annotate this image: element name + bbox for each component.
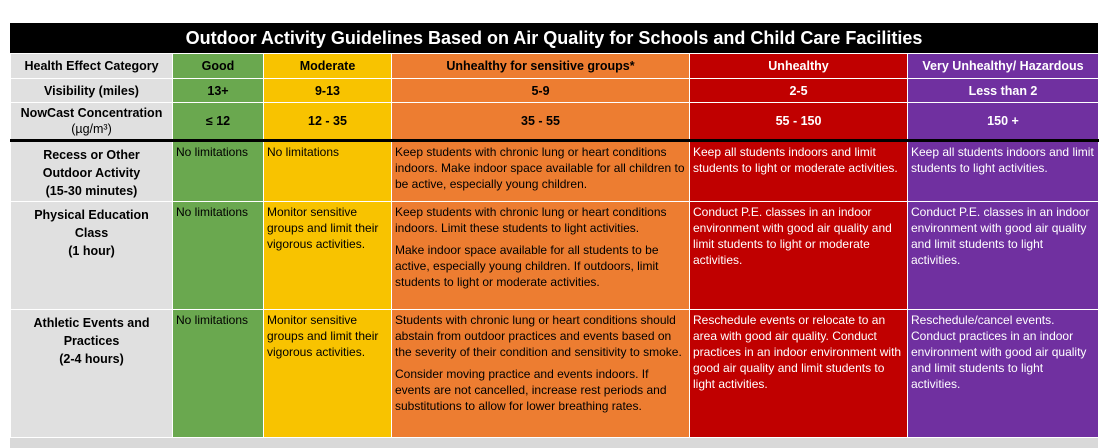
athletic-good: No limitations [173,310,264,438]
recess-usg-paragraph: Keep students with chronic lung or heart conditions indoors. Make indoor space available for all children to be active, especially young children. [395,145,685,191]
category-usg: Unhealthy for sensitive groups* [392,54,690,79]
nowcast-label-line1: NowCast Concentration [20,106,163,120]
pe-unhealthy: Conduct P.E. classes in an indoor environment with good air quality and limit students to light or moderate activities. [690,202,908,310]
activity-label-recess [11,141,173,202]
visibility-good: 13+ [173,79,264,103]
activity-label-line: (1 hour) [68,244,115,258]
category-good: Good [173,54,264,79]
activity-label-line: (2-4 hours) [59,352,124,366]
category-very-unhealthy: Very Unhealthy/ Hazardous [908,54,1099,79]
athletic-usg [392,310,690,438]
visibility-label: Visibility (miles) [11,79,173,103]
activity-label-line: Practices [63,334,120,348]
category-row [11,54,1099,79]
pe-usg-paragraph-2: Make indoor space available for all students to be active, especially young children. If outdoors, limit students to light or moderate activities. [395,243,659,289]
activity-label-pe [11,202,173,310]
table-row [11,310,1099,438]
pe-usg-paragraph-1: Keep students with chronic lung or heart conditions indoors. Limit these students to light activities. [395,205,667,235]
nowcast-row [11,103,1099,141]
recess-unhealthy: Keep all students indoors and limit students to light or moderate activities. [690,141,908,202]
recess-very-unhealthy: Keep all students indoors and limit students to light activities. [908,141,1099,202]
nowcast-good: ≤ 12 [173,103,264,141]
nowcast-usg: 35 - 55 [392,103,690,141]
category-unhealthy: Unhealthy [690,54,908,79]
athletic-unhealthy: Reschedule events or relocate to an area with good air quality. Conduct practices in an indoor environment with good air quality and limit students to light activities. [690,310,908,438]
nowcast-very-unhealthy: 150 + [908,103,1099,141]
activity-label-line: Athletic Events and [33,316,150,330]
activity-label-line: Class [74,226,109,240]
recess-moderate: No limitations [264,141,392,202]
pe-good: No limitations [173,202,264,310]
category-moderate: Moderate [264,54,392,79]
pe-moderate: Monitor sensitive groups and limit their vigorous activities. [264,202,392,310]
activity-label-line: Physical Education [34,208,149,222]
activity-label-line: Outdoor Activity [42,166,141,180]
visibility-unhealthy: 2-5 [690,79,908,103]
athletic-moderate: Monitor sensitive groups and limit their vigorous activities. [264,310,392,438]
athletic-very-unhealthy: Reschedule/cancel events. Conduct practices in an indoor environment with good air quality and limit students to light activities. [908,310,1099,438]
activity-label-line: Recess or Other [43,148,140,162]
activity-label-athletic [11,310,173,438]
visibility-row [11,79,1099,103]
visibility-usg: 5-9 [392,79,690,103]
guidelines-table [10,23,1098,448]
table-row [11,202,1099,310]
category-label: Health Effect Category [11,54,173,79]
recess-usg [392,141,690,202]
activity-label-line: (15-30 minutes) [45,184,138,198]
athletic-usg-paragraph-1: Students with chronic lung or heart conditions should abstain from outdoor practices and events based on the severity of their condition and sensitivity to smoke. [395,313,682,359]
pe-usg [392,202,690,310]
athletic-usg-paragraph-2: Consider moving practice and events indoors. If events are not cancelled, increase rest periods and substitutions to allow for lower breathing rates. [395,367,667,413]
visibility-moderate: 9-13 [264,79,392,103]
table-title: Outdoor Activity Guidelines Based on Air Quality for Schools and Child Care Facilities [10,23,1098,53]
nowcast-label-unit: (µg/m³) [71,122,112,136]
pe-very-unhealthy: Conduct P.E. classes in an indoor environment with good air quality and limit students to light activities. [908,202,1099,310]
nowcast-unhealthy: 55 - 150 [690,103,908,141]
guidelines-grid [10,53,1099,438]
nowcast-label [11,103,173,141]
recess-good: No limitations [173,141,264,202]
nowcast-moderate: 12 - 35 [264,103,392,141]
visibility-very-unhealthy: Less than 2 [908,79,1099,103]
table-row [11,141,1099,202]
